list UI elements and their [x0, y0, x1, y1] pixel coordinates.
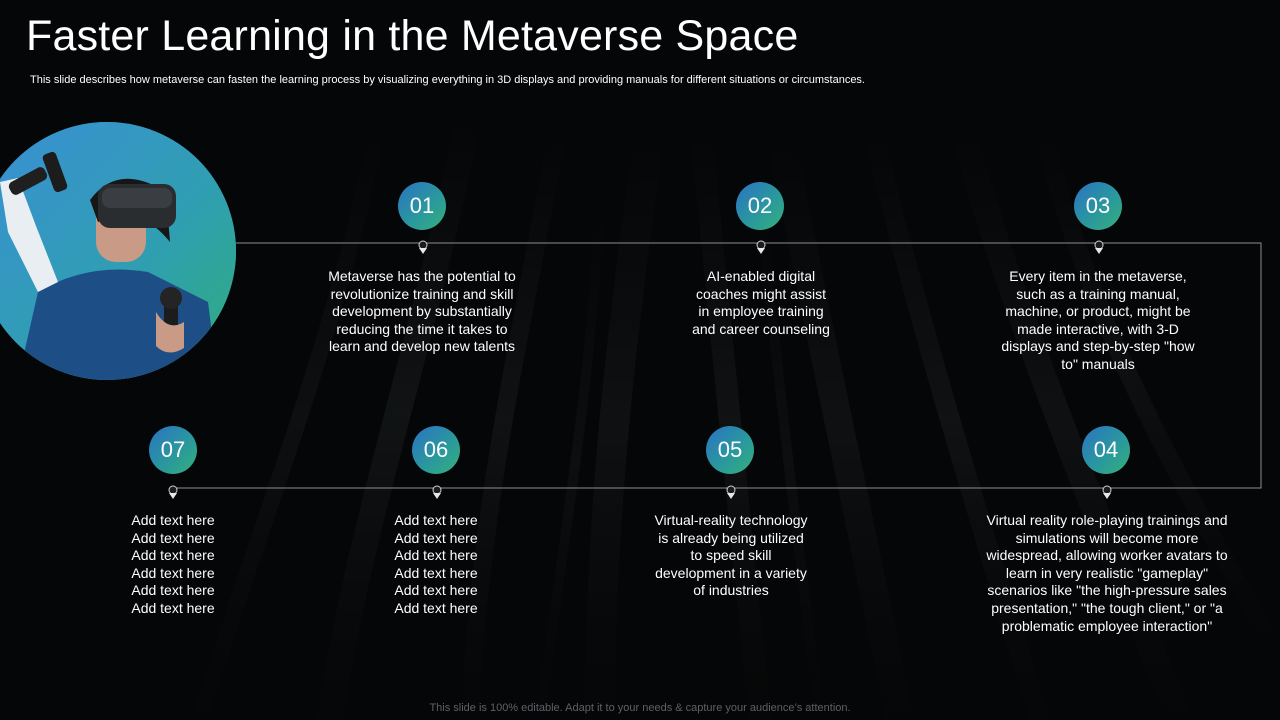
step-02-pin-icon: [755, 240, 767, 254]
step-04-line: simulations will become more: [1015, 529, 1199, 546]
step-07-pin-icon: [167, 485, 179, 499]
step-01-line: Metaverse has the potential to: [328, 268, 516, 284]
step-07-line: Add text here: [131, 599, 215, 616]
step-03-line: machine, or product, might be: [1005, 303, 1191, 320]
step-07-line: Add text here: [131, 564, 215, 581]
step-04-line: scenarios like "the high-pressure sales: [987, 582, 1227, 599]
step-01-badge: 01: [398, 182, 446, 230]
step-05-pin-icon: [725, 485, 737, 499]
step-03-text: [988, 268, 1208, 374]
step-02-line: in employee training: [698, 303, 824, 320]
step-07-line: Add text here: [131, 547, 215, 564]
step-05-line: Virtual-reality technology: [654, 512, 808, 528]
step-07-line: Add text here: [131, 529, 215, 546]
step-06-line: Add text here: [394, 582, 478, 599]
step-02-line: and career counseling: [692, 320, 830, 337]
step-05-line: to speed skill: [690, 547, 772, 564]
step-07-badge: 07: [149, 426, 197, 474]
step-02-line: coaches might assist: [696, 285, 826, 302]
step-03-line: such as a training manual,: [1016, 285, 1180, 302]
step-06-badge: 06: [412, 426, 460, 474]
step-06-line: Add text here: [394, 529, 478, 546]
step-05-line: development in a variety: [655, 564, 807, 581]
step-06-line: Add text here: [394, 599, 478, 616]
step-02-text: [651, 268, 871, 338]
step-04-badge: 04: [1082, 426, 1130, 474]
editable-note: This slide is 100% editable. Adapt it to your needs & capture your audience’s attention.: [429, 702, 851, 714]
step-03-badge: 03: [1074, 182, 1122, 230]
step-01-line: reducing the time it takes to: [336, 320, 508, 337]
step-06-line: Add text here: [394, 547, 478, 564]
step-01-line: learn and develop new talents: [328, 338, 516, 355]
step-06-text: [326, 512, 546, 618]
step-01-pin-icon: [417, 240, 429, 254]
step-03-line: made interactive, with 3-D: [1017, 320, 1179, 337]
step-07-line: Add text here: [131, 512, 215, 528]
slide-title: Faster Learning in the Metaverse Space: [26, 12, 799, 60]
step-04-line: learn in very realistic "gameplay": [1005, 564, 1209, 581]
step-03-line: to" manuals: [1061, 355, 1135, 372]
step-07-line: Add text here: [131, 582, 215, 599]
step-05-line: is already being utilized: [658, 529, 804, 546]
step-06-pin-icon: [431, 485, 443, 499]
step-04-line: presentation," "the tough client," or "a: [991, 599, 1223, 616]
step-02-badge: 02: [736, 182, 784, 230]
step-06-line: Add text here: [394, 512, 478, 528]
step-02-line: AI-enabled digital: [706, 268, 816, 284]
step-04-line: Virtual reality role-playing trainings and: [986, 512, 1228, 528]
step-04-line: widespread, allowing worker avatars to: [986, 547, 1228, 564]
step-03-line: Every item in the metaverse,: [1009, 268, 1187, 284]
step-01-text: [312, 268, 532, 356]
step-04-line: problematic employee interaction": [1001, 617, 1213, 634]
step-04-pin-icon: [1101, 485, 1113, 499]
step-07-text: [63, 512, 283, 618]
step-01-line: development by substantially: [332, 303, 512, 320]
step-03-line: displays and step-by-step "how: [1001, 338, 1195, 355]
slide-subtitle: This slide describes how metaverse can fasten the learning process by visualizing everything in 3D displays and providing manuals for different situations or circumstances.: [30, 74, 865, 86]
step-05-text: [621, 512, 841, 600]
step-01-line: revolutionize training and skill: [330, 285, 514, 302]
step-06-line: Add text here: [394, 564, 478, 581]
step-03-pin-icon: [1093, 240, 1105, 254]
step-04-text: [967, 512, 1247, 635]
step-05-badge: 05: [706, 426, 754, 474]
step-05-line: of industries: [693, 582, 769, 599]
